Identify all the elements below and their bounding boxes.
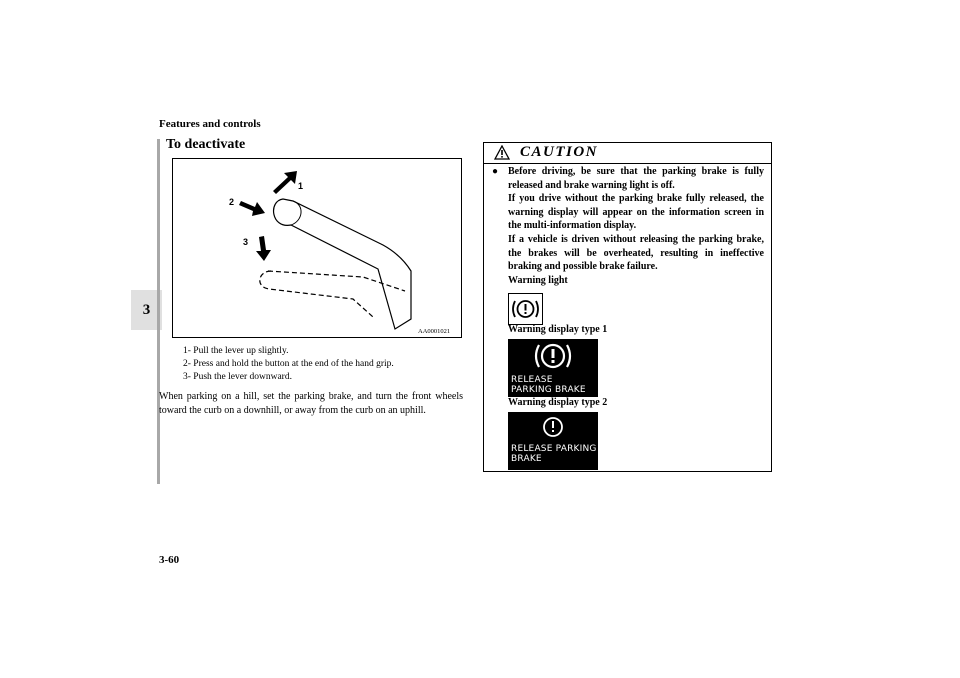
parking-brake-lever-illustration: [173, 159, 463, 339]
figure-label-1: 1: [298, 181, 304, 191]
parking-brake-figure: [172, 158, 462, 338]
display-type2-label: Warning display type 2: [508, 397, 608, 408]
figure-label-3: 3: [243, 237, 249, 247]
exclamation-circle-icon: [508, 412, 598, 442]
page-number: 3-60: [159, 554, 180, 566]
display1-line: PARKING BRAKE: [511, 385, 586, 395]
chapter-rule: [157, 139, 160, 484]
step-item: 3- Push the lever downward.: [183, 372, 292, 383]
caution-line: If a vehicle is driven without releasing the parking brake, the brakes will be overheated, resulting in ineffective braking and possible brake failure.: [508, 233, 764, 273]
caution-title: CAUTION: [520, 144, 599, 160]
caution-line: If you drive without the parking brake fully released, the warning display will appear on the information screen in the multi-information display.: [508, 193, 764, 232]
warning-triangle-icon: [494, 145, 510, 160]
display-type1-label: Warning display type 1: [508, 324, 608, 335]
caution-box: [483, 142, 772, 472]
arrow-push-icon: [239, 201, 265, 216]
caution-divider: [484, 163, 771, 164]
steps-list: [183, 345, 394, 385]
caution-header: [484, 143, 771, 163]
section-heading: To deactivate: [166, 137, 246, 152]
brake-warning-light-icon: [509, 294, 542, 324]
bullet-icon: ●: [492, 166, 499, 177]
warning-light-label: Warning light: [508, 275, 568, 286]
caution-text: [508, 165, 764, 274]
display2-line: RELEASE PARKING: [511, 444, 597, 454]
chapter-number: 3: [142, 301, 151, 318]
display1-line: RELEASE: [511, 375, 553, 385]
warning-display-type1: [508, 339, 598, 397]
hill-parking-paragraph: When parking on a hill, set the parking brake, and turn the front wheels toward the curb on a downhill, or away from the curb on an uphill.: [159, 391, 463, 416]
warning-light-box: [508, 293, 543, 325]
figure-code: AA0001021: [418, 328, 451, 335]
warning-display-type2: [508, 412, 598, 470]
display2-line: BRAKE: [511, 454, 542, 464]
page-header-title: Features and controls: [159, 118, 261, 130]
caution-line: Before driving, be sure that the parking brake is fully released and brake warning light is off.: [508, 166, 764, 191]
figure-label-2: 2: [229, 197, 235, 207]
step-item: 1- Pull the lever up slightly.: [183, 346, 289, 356]
arrow-down-icon: [256, 236, 271, 261]
arrow-up-icon: [273, 171, 297, 194]
brake-warning-display-icon: [508, 339, 598, 373]
step-item: 2- Press and hold the button at the end of the hand grip.: [183, 359, 394, 370]
